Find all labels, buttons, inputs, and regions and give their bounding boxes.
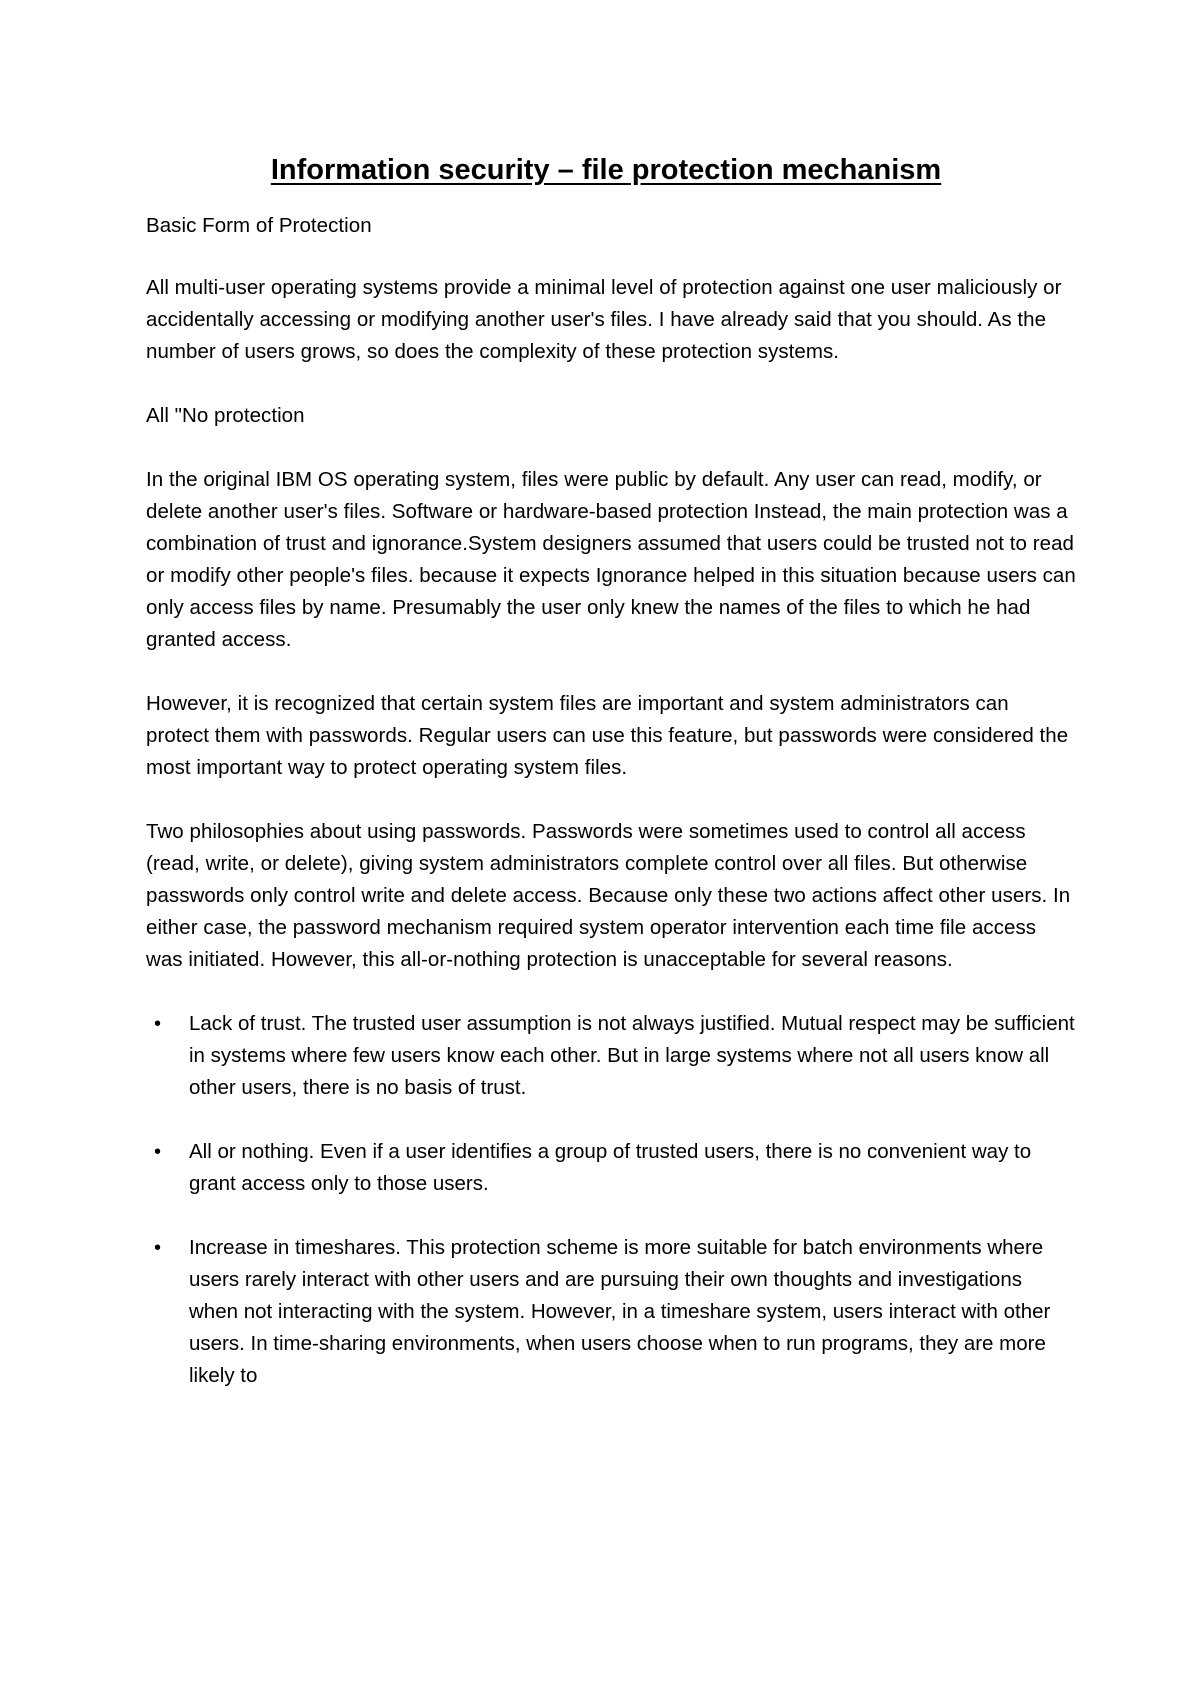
bullet-icon: • — [154, 1237, 162, 1259]
paragraph-password-philosophies: Two philosophies about using passwords. Passwords were sometimes used to control all access (read, write, or delete), giving system administrators complete control over all files. But otherwise passwords only control write and delete access. Because only these two actions affect other users. In either case, the password mechanism required system operator intervention each time file access was initiated. However, this all-or-nothing protection is unacceptable for several reasons. — [146, 820, 1071, 971]
paragraph-multi-user-protection: All multi-user operating systems provide a minimal level of protection against one user maliciously or accidentally accessing or modifying another user's files. I have already said that you should. As the number of users grows, so does the complexity of these protection systems. — [146, 276, 1062, 363]
list-item — [146, 1232, 1076, 1392]
list-item-text: Increase in timeshares. This protection scheme is more suitable for batch environments where users rarely interact with other users and are pursuing their own thoughts and investigations when not interacting with the system. However, in a timeshare system, users interact with other users. In time-sharing environments, when users choose when to run programs, they are more likely to — [189, 1236, 1051, 1387]
paragraph-ibm-os: In the original IBM OS operating system, files were public by default. Any user can read, modify, or delete another user's files. Software or hardware-based protection Instead, the main protection was a combination of trust and ignorance.System designers assumed that users could be trusted not to read or modify other people's files. because it expects Ignorance helped in this situation because users can only access files by name. Presumably the user only knew the names of the files to which he had granted access. — [146, 468, 1076, 651]
bullet-icon: • — [154, 1141, 162, 1163]
list-item — [146, 1008, 1076, 1104]
section-heading-basic-protection: Basic Form of Protection — [146, 214, 372, 237]
reasons-list — [146, 1008, 1076, 1392]
list-item-text: All or nothing. Even if a user identifies a group of trusted users, there is no convenient way to grant access only to those users. — [189, 1140, 1032, 1195]
paragraph-system-files-passwords: However, it is recognized that certain system files are important and system administrators can protect them with passwords. Regular users can use this feature, but passwords were considered the most important way to protect operating system files. — [146, 692, 1069, 779]
section-heading-no-protection: All "No protection — [146, 404, 305, 427]
list-item-text: Lack of trust. The trusted user assumption is not always justified. Mutual respect may be sufficient in systems where few users know each other. But in large systems where not all users know all other users, there is no basis of trust. — [189, 1012, 1075, 1099]
document-body — [146, 150, 1076, 1424]
list-item — [146, 1136, 1076, 1200]
document-title: Information security – file protection mechanism — [270, 154, 942, 186]
bullet-icon: • — [154, 1013, 162, 1035]
